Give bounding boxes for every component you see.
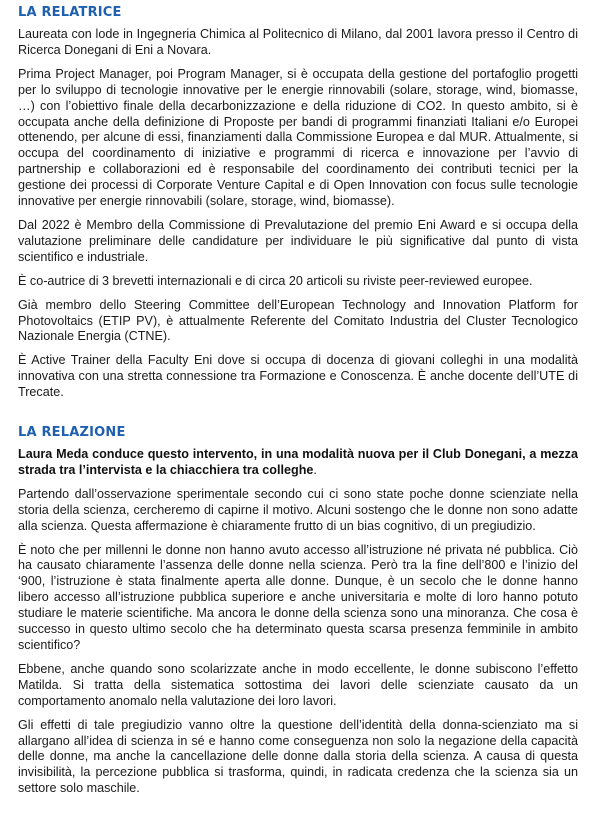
paragraph: È noto che per millenni le donne non hanno avuto accesso all’istruzione né privata né pubblica. Ciò ha causato chiaramente l’assenza delle donne nella scienza. Però tra la fine dell’800 e l’inizio del ‘900, l’istruzione è stata finalmente aperta alle donne. Dunque, è un secolo che le donne hanno libero accesso all’istruzione pubblica superiore e anche universitaria e molte di loro hanno potuto studiare le materie scientifiche. Ma ancora le donne della scienza sono una minoranza. Che cosa è successo in questo ultimo secolo che ha determinato questa scarsa presenza femminile in ambito scientifico? [18,542,578,652]
paragraph: Prima Project Manager, poi Program Manager, si è occupata della gestione del portafoglio progetti per lo sviluppo di tecnologie innovative per le energie rinnovabili (solare, storage, wind, biomasse, …) con l’obiettivo finale della decarbonizzazione e della riduzione di CO2. In questo ambito, si è occupata anche della definizione di Proposte per bandi di programmi finanziati Italiani e/o Europei ottenendo, per alcune di essi, finanziamenti dalla Commissione Europea e dal MUR. Attualmente, si occupa del coordinamento di iniziative e programmi di ricerca e innovazione per l’avvio di partnership e collaborazioni ed è responsabile del coordinamento dei contributi tecnici per la gestione dei processi di Corporate Venture Capital e di Open Innovation con focus sulle tecnologie innovative per energie rinnovabili (solare, storage, wind, biomasse). [18,66,578,209]
paragraph: Già membro dello Steering Committee dell’European Technology and Innovation Platform for Photovoltaics (ETIP PV), è attualmente Referente del Comitato Industria del Cluster Tecnologico Nazionale Energia (CTNE). [18,297,578,344]
section-title-relazione: LA RELAZIONE [18,425,126,441]
paragraph: Dal 2022 è Membro della Commissione di Prevalutazione del premio Eni Award e si occupa della valutazione preliminare delle candidature per individuare le più significative dal punto di vista scientifico e industriale. [18,217,578,264]
document-page [18,4,578,805]
paragraph: Laureata con lode in Ingegneria Chimica al Politecnico di Milano, dal 2001 lavora presso il Centro di Ricerca Donegani di Eni a Novara. [18,27,578,57]
lead-end: . [313,462,317,477]
section-relatrice [18,4,578,401]
paragraph: Partendo dall’osservazione sperimentale secondo cui ci sono state poche donne scienziate nella storia della scienza, cercheremo di capirne il motivo. Alcuni sostengo che le donne non sono adatte alla scienza. Questa affermazione è chiaramente frutto di un bias cognitivo, di un pregiudizio. [18,486,578,533]
lead-text: Laura Meda conduce questo intervento, in una modalità nuova per il Club Donegani, a mezza strada tra l’intervista e la chiacchiera tra colleghe [18,447,578,477]
section-relazione [18,424,578,797]
paragraph: È Active Trainer della Faculty Eni dove si occupa di docenza di giovani colleghi in una modalità innovativa con una stretta connessione tra Formazione e Conoscenza. È anche docente dell’UTE di Trecate. [18,353,578,400]
paragraph: È co-autrice di 3 brevetti internazionali e di circa 20 articoli su riviste peer-reviewed europee. [18,273,533,288]
paragraph: Ebbene, anche quando sono scolarizzate anche in modo eccellente, le donne subiscono l’effetto Matilda. Si tratta della sistematica sottostima dei lavori delle scienziate causato da un comportamento anomalo nella valutazione dei loro lavori. [18,661,578,708]
section-spacer [18,409,578,424]
section-title-relatrice: LA RELATRICE [18,5,122,20]
lead-paragraph [18,447,578,479]
paragraph: Gli effetti di tale pregiudizio vanno oltre la questione dell’identità della donna-scienziato ma si allargano all’idea di scienza in sé e hanno come conseguenza non solo la negazione della capacità delle donne, ma anche la cancellazione delle donne dalla storia della scienza. A causa di questa invisibilità, la percezione pubblica si trasforma, quindi, in radicata credenza che la scienza sia un settore solo maschile. [18,717,578,796]
